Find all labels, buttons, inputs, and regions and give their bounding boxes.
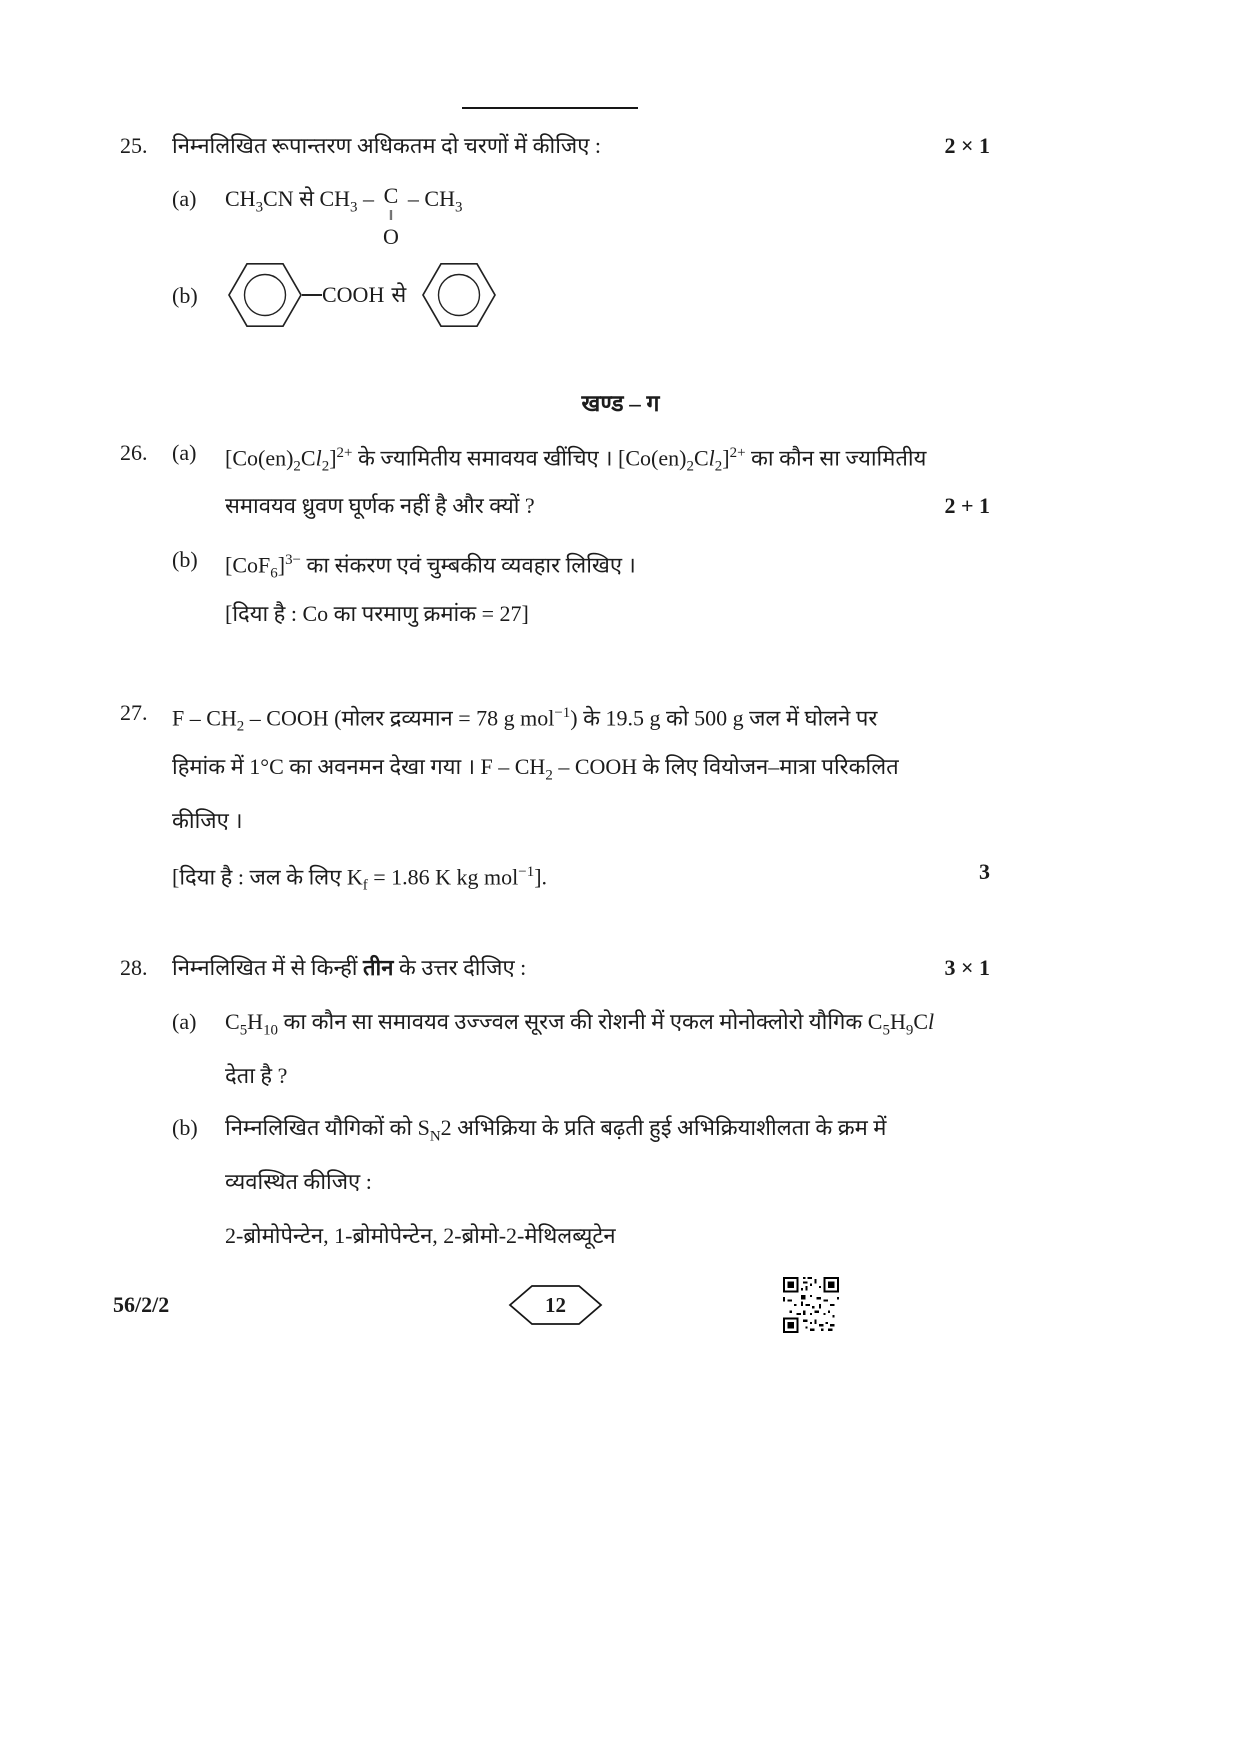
q26-number: 26. (120, 440, 148, 465)
q27-given: [दिया है : जल के लिए $K_f = 1.86$ K kg mol$^{-1}$]. (172, 864, 548, 894)
double-bond-icon: ‖ (388, 208, 394, 224)
carbonyl-group (383, 184, 399, 249)
page-number-badge (508, 1283, 603, 1327)
q27-line1: F – $CH_2$ – COOH (मोलर द्रव्यमान = 78 g mol$^{-1}$) के 19.5 g को 500 g जल में घोलने पर (172, 705, 878, 735)
q28a-line2: देता है ? (225, 1063, 288, 1088)
q26b-line: $[CoF_6]^{3-}$ का संकरण एवं चुम्बकीय व्यवहार लिखिए । (225, 552, 636, 582)
q26b-given: [दिया है : Co का परमाणु क्रमांक = 27] (225, 601, 529, 626)
q26a-line2: समावयव ध्रुवण घूर्णक नहीं है और क्यों ? (225, 493, 535, 518)
q25-text: निम्नलिखित रूपान्तरण अधिकतम दो चरणों में कीजिए : (172, 133, 602, 158)
q28b-line1: निम्नलिखित यौगिकों को $S_N2$ अभिक्रिया के प्रति बढ़ती हुई अभिक्रियाशीलता के क्रम में (225, 1115, 887, 1145)
q27-line3: कीजिए । (172, 808, 243, 833)
q25-number: 25. (120, 133, 148, 158)
formula-suffix: – $CH_3$ (407, 186, 463, 216)
q28b-line2: व्यवस्थित कीजिए : (225, 1169, 372, 1194)
bond-line (302, 294, 322, 296)
q28-number: 28. (120, 955, 148, 980)
q27-number: 27. (120, 700, 148, 725)
q27-line2: हिमांक में 1°C का अवनमन देखा गया । F – $CH_2$ – COOH के लिए वियोजन–मात्रा परिकलित (172, 754, 899, 784)
connector-text: से (391, 282, 407, 307)
carbonyl-carbon: C (383, 183, 399, 208)
substituent-label: COOH (322, 282, 385, 307)
q28a-label: (a) (172, 1009, 197, 1034)
qr-code-icon (783, 1277, 839, 1333)
q26-marks: 2 + 1 (944, 493, 990, 518)
q28-text: निम्नलिखित में से किन्हीं तीन के उत्तर दीजिए : (172, 955, 527, 980)
qr-code (783, 1277, 839, 1333)
paper-code: 56/2/2 (113, 1292, 170, 1317)
q28-marks: 3 × 1 (944, 955, 990, 980)
page-number: 12 (545, 1292, 566, 1317)
benzene-ring-icon (226, 256, 304, 334)
q27-marks: 3 (979, 859, 990, 884)
q28a-line1: $C_5H_{10}$ का कौन सा समावयव उज्ज्वल सूरज की रोशनी में एकल मोनोक्लोरो यौगिक $C_5H_9Cl$ (225, 1009, 935, 1039)
q26a-line1: $[Co(en)_2Cl_2]^{2+}$ के ज्यामितीय समावयव खींचिए । $[Co(en)_2Cl_2]^{2+}$ का कौन सा ज्यामितीय (225, 445, 927, 475)
q25b-label: (b) (172, 283, 198, 308)
q25-marks: 2 × 1 (944, 133, 990, 158)
q26b-label: (b) (172, 547, 198, 572)
formula-prefix: $CH_3CN$ से $CH_3$ – (225, 186, 375, 216)
q28b-label: (b) (172, 1115, 198, 1140)
carbonyl-oxygen: O (383, 224, 399, 249)
separator-line (462, 107, 638, 109)
q25a-label: (a) (172, 186, 197, 211)
q28b-line3: 2-ब्रोमोपेन्टेन, 1-ब्रोमोपेन्टेन, 2-ब्रोमो-2-मेथिलब्यूटेन (225, 1223, 616, 1248)
benzene-ring-icon (420, 256, 498, 334)
q25b-reaction-scheme (226, 256, 498, 334)
section-heading: खण्ड – ग (581, 391, 660, 416)
q25a-chemical-formula (225, 184, 462, 249)
q26a-label: (a) (172, 440, 197, 465)
